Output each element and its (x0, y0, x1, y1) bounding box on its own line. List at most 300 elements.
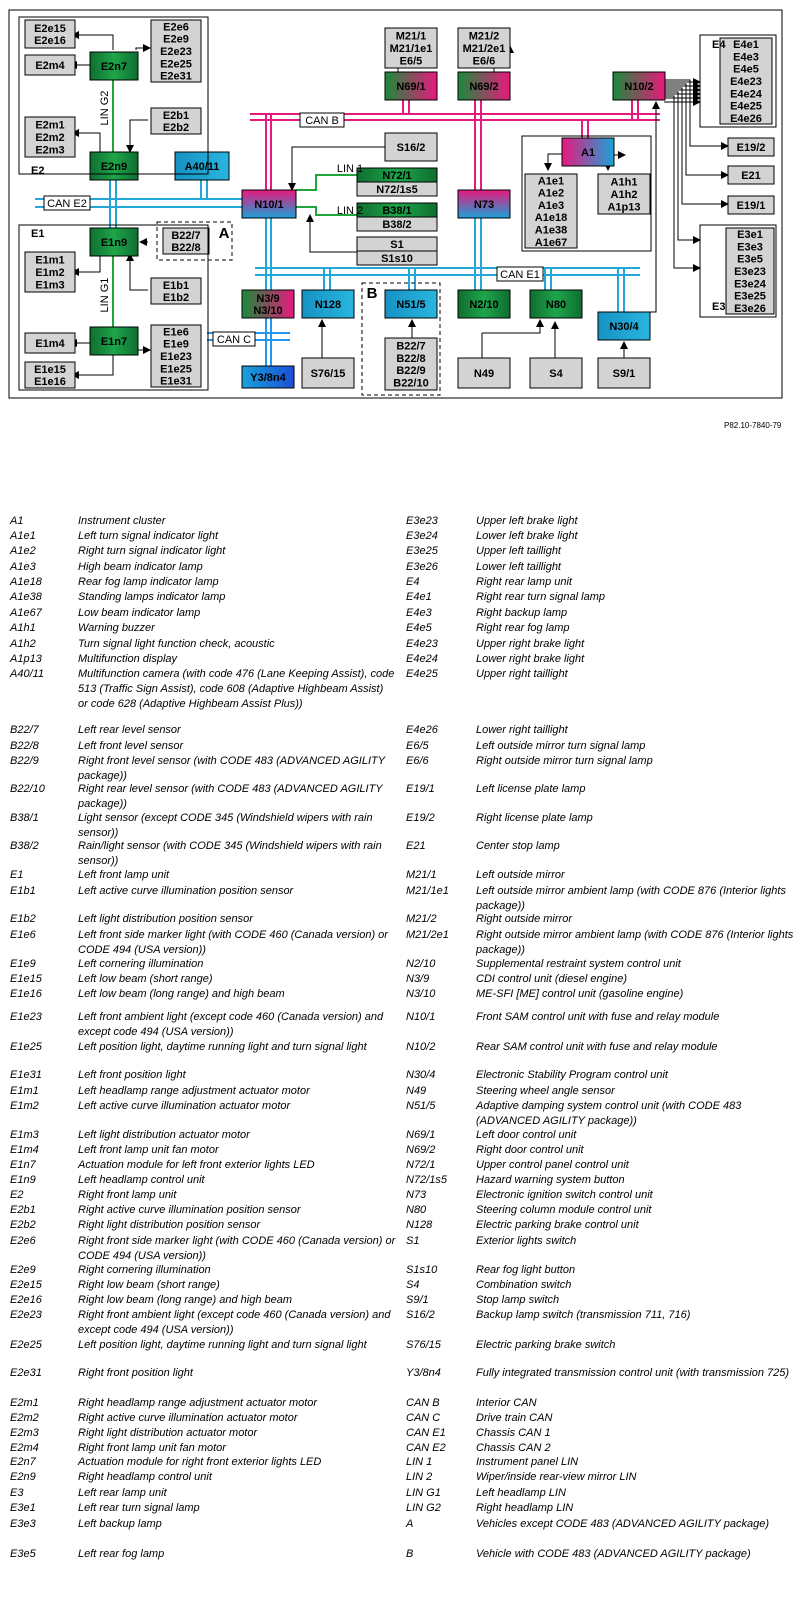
legend-description: Supplemental restraint system control unit (476, 958, 681, 970)
legend-description: Upper left taillight (476, 545, 561, 557)
legend-description: Chassis CAN 2 (476, 1442, 551, 1454)
legend-key: E4e5 (406, 622, 432, 634)
legend-key: E1e25 (10, 1041, 42, 1053)
section-label-e3: E3 (712, 301, 726, 313)
legend-key: E3e23 (406, 515, 438, 527)
component-label: E1m3 (35, 279, 65, 292)
legend-description: Left headlamp LIN (476, 1487, 566, 1499)
legend-key: N80 (406, 1204, 427, 1216)
component-label: N3/10 (253, 305, 283, 318)
legend-key: N10/1 (406, 1011, 436, 1023)
legend-description: Instrument cluster (78, 515, 166, 527)
legend-description: Left front position light (78, 1069, 186, 1081)
component-label: N49 (473, 368, 495, 380)
legend-description: Left headlamp range adjustment actuator motor (78, 1085, 310, 1097)
legend-key: Y3/8n4 (406, 1367, 441, 1379)
legend-key: E4e1 (406, 591, 432, 603)
component-label: E2e25 (160, 58, 192, 71)
legend-key: E1e15 (10, 973, 42, 985)
legend-description: Rain/light sensor (with CODE 345 (Windshield wipers with rain sensor)) (78, 840, 382, 867)
legend-key: N69/1 (406, 1129, 436, 1141)
component-label: E3e25 (734, 290, 766, 303)
legend-key: LIN 2 (406, 1471, 433, 1483)
legend-description: Steering column module control unit (476, 1204, 652, 1216)
legend-key: E1m2 (10, 1100, 39, 1112)
legend-description: Left position light, daytime running light and turn signal light (78, 1041, 367, 1053)
legend-description: Right rear turn signal lamp (476, 591, 606, 603)
component-label: M21/1 (395, 30, 427, 43)
legend-description: Turn signal light function check, acoustic (78, 638, 275, 650)
legend-description: Right door control unit (476, 1144, 584, 1156)
legend-description: Upper left brake light (476, 515, 578, 527)
legend-description: Lower left taillight (476, 561, 561, 573)
legend-description: Electric parking brake control unit (476, 1219, 639, 1231)
legend-description: Left light distribution actuator motor (78, 1129, 250, 1141)
legend-key: A1h1 (10, 622, 36, 634)
legend-description: Light sensor (except CODE 345 (Windshield wipers with rain sensor)) (78, 812, 373, 839)
legend-key: M21/2e1 (406, 929, 449, 941)
legend-key: CAN E1 (406, 1427, 446, 1439)
legend-description: Interior CAN (476, 1397, 537, 1409)
bus-label-lin1: LIN 1 (336, 163, 364, 175)
component-label: A1h1 (610, 176, 638, 189)
legend-key: E1e31 (10, 1069, 42, 1081)
legend-description: Exterior lights switch (476, 1235, 577, 1247)
component-label: S4 (549, 368, 563, 380)
legend-key: E1b2 (10, 913, 36, 925)
bus-label-lin2: LIN 2 (336, 205, 364, 217)
component-label: E1e31 (160, 375, 192, 388)
component-label: E2e31 (160, 70, 192, 83)
legend-key: E2e6 (10, 1235, 36, 1247)
legend-key: E19/1 (406, 783, 435, 795)
legend-description: Fully integrated transmission control unit (with transmission 725) (476, 1367, 790, 1379)
bus-label-can-e1: CAN E1 (500, 269, 540, 281)
legend-key: E4e3 (406, 607, 432, 619)
legend-key: E2m2 (10, 1412, 39, 1424)
legend-key: E4 (406, 576, 420, 588)
legend-key: N69/2 (406, 1144, 436, 1156)
component-label: A1h2 (610, 189, 638, 201)
legend-description: Actuation module for right front exterior lights LED (78, 1456, 322, 1468)
component-label: E2e15 (34, 22, 66, 35)
legend-key: N51/5 (406, 1100, 436, 1112)
component-label: N80 (545, 299, 567, 311)
legend-key: A (406, 1518, 414, 1530)
component-label: E4e26 (730, 112, 762, 125)
legend-key: A1e1 (10, 530, 36, 542)
legend-key: E1n7 (10, 1159, 36, 1171)
legend-key: A1p13 (10, 653, 42, 665)
legend-key: S9/1 (406, 1294, 429, 1306)
legend-description: Multifunction camera (with code 476 (Lane Keeping Assist), code 513 (Traffic Sign Assist), code 608 (Adaptive Highbeam Assist) or code 628 (Adaptive Highbeam Assist Plus)) (78, 668, 395, 710)
bus-label-lin-g2: LIN G2 (99, 90, 111, 126)
legend-key: B38/1 (10, 812, 39, 824)
legend-key: N73 (406, 1189, 427, 1201)
legend-key: E4e26 (406, 724, 438, 736)
legend-key: B38/2 (10, 840, 39, 852)
legend-key: N30/4 (406, 1069, 436, 1081)
legend-description: Right front side marker light (with CODE 460 (Canada version) or CODE 494 (USA version)) (78, 1235, 396, 1262)
component-label: A1e38 (534, 224, 568, 237)
legend-key: E2b1 (10, 1204, 36, 1216)
section-label-e2: E2 (31, 165, 45, 177)
section-label-a: A (218, 225, 230, 242)
legend-description: Right headlamp LIN (476, 1502, 574, 1514)
legend-key: B22/9 (10, 755, 39, 767)
legend-key: E6/6 (406, 755, 429, 767)
bus-label-can-b: CAN B (305, 115, 339, 127)
legend-description: Right rear level sensor (with CODE 483 (ADVANCED AGILITY package)) (78, 783, 383, 810)
legend-description: Wiper/inside rear-view mirror LIN (476, 1471, 637, 1483)
legend-description: Left cornering illumination (78, 958, 204, 970)
legend-description: Left low beam (short range) (78, 973, 213, 985)
legend-key: E3e5 (10, 1548, 36, 1560)
legend-description: Front SAM control unit with fuse and relay module (476, 1011, 720, 1023)
legend-description: Right headlamp control unit (78, 1471, 212, 1483)
legend-key: N72/1 (406, 1159, 436, 1171)
legend-key: N128 (406, 1219, 433, 1231)
legend-key: E1 (10, 869, 24, 881)
legend-description: Left front ambient light (except code 460 (Canada version) and except code 494 (USA version)) (78, 1011, 384, 1038)
section-label-e4: E4 (712, 39, 726, 51)
legend-key: E1n9 (10, 1174, 36, 1186)
component-label: E1b1 (162, 279, 190, 292)
legend-description: Left rear turn signal lamp (78, 1502, 200, 1514)
legend-description: Left active curve illumination position sensor (78, 885, 294, 897)
legend-key: E2n7 (10, 1456, 36, 1468)
component-label: A1e3 (537, 199, 565, 212)
component-label: E2n7 (100, 61, 128, 73)
legend-description: Right front lamp unit (78, 1189, 177, 1201)
legend-description: Upper control panel control unit (476, 1159, 629, 1171)
legend-key: B22/8 (10, 740, 39, 752)
legend-key: E2m1 (10, 1397, 39, 1409)
component-label: N51/5 (396, 299, 426, 311)
component-label: E3e3 (737, 241, 763, 254)
bus-label-can-e2: CAN E2 (47, 198, 87, 210)
legend-description: Left outside mirror ambient lamp (with CODE 876 (Interior lights package)) (476, 885, 786, 912)
legend-description: Vehicles except CODE 483 (ADVANCED AGILITY package) (476, 1518, 770, 1530)
legend-description: Left outside mirror (476, 869, 565, 881)
legend-description: Standing lamps indicator lamp (78, 591, 226, 603)
legend-key: A40/11 (10, 668, 45, 680)
component-label: Y3/8n4 (250, 372, 286, 384)
component-label: E2e6 (163, 21, 189, 34)
legend-key: E4e23 (406, 638, 438, 650)
component-label: A1e2 (537, 187, 565, 200)
legend-key: E1m1 (10, 1085, 39, 1097)
legend-description: Steering wheel angle sensor (476, 1085, 615, 1097)
legend-key: A1e3 (10, 561, 36, 573)
legend-key: M21/2 (406, 913, 437, 925)
legend-key: E1m4 (10, 1144, 39, 1156)
legend-description: Upper right taillight (476, 668, 568, 680)
component-label: N3/9 (256, 292, 280, 305)
component-label: E3e1 (737, 229, 763, 242)
component-label: S76/15 (310, 368, 346, 380)
component-label: E2b2 (162, 122, 190, 135)
legend-description: Backup lamp switch (transmission 711, 716) (476, 1309, 691, 1321)
legend-key: E1e9 (10, 958, 36, 970)
legend-key: E2n9 (10, 1471, 36, 1483)
figure-reference: P82.10-7840-79 (724, 421, 782, 430)
component-label: A1e67 (534, 236, 568, 249)
component-label: E1e9 (163, 338, 189, 351)
component-label: B22/8 (171, 242, 201, 255)
component-label: E2e9 (163, 33, 189, 46)
component-label: E6/5 (399, 55, 423, 68)
component-label: E1e16 (34, 376, 66, 389)
legend-key: A1h2 (10, 638, 36, 650)
legend-key: S1s10 (406, 1264, 438, 1276)
legend-description: Right low beam (short range) (78, 1279, 220, 1291)
component-label: E1m1 (35, 254, 65, 267)
legend-description: Left rear lamp unit (78, 1487, 167, 1499)
component-label: N73 (473, 199, 495, 211)
legend-description: Left backup lamp (78, 1518, 162, 1530)
legend-description: Left door control unit (476, 1129, 577, 1141)
component-label: E1n7 (100, 336, 128, 348)
legend-key: N72/1s5 (406, 1174, 447, 1186)
legend-description: Left front lamp unit (78, 869, 170, 881)
legend-key: E3e3 (10, 1518, 36, 1530)
legend-key: S4 (406, 1279, 420, 1291)
legend-key: E3e25 (406, 545, 438, 557)
legend-key: B (406, 1548, 414, 1560)
section-label-e1: E1 (31, 228, 45, 240)
legend-description: Left license plate lamp (476, 783, 586, 795)
legend-description: Rear fog light button (476, 1264, 576, 1276)
bus-label-can-c: CAN C (216, 334, 252, 346)
component-label: B22/7 (171, 229, 201, 242)
component-label: E1e6 (163, 326, 189, 339)
legend-key: E3 (10, 1487, 24, 1499)
component-label: E2m3 (35, 144, 65, 157)
legend-description: Rear fog lamp indicator lamp (78, 576, 219, 588)
component-label: E3e5 (737, 253, 763, 266)
legend-key: E4e24 (406, 653, 438, 665)
legend-description: Right cornering illumination (78, 1264, 211, 1276)
legend-description: Right license plate lamp (476, 812, 593, 824)
legend-key: A1e38 (10, 591, 42, 603)
component-label: A1e1 (537, 175, 565, 188)
component-label: S1 (390, 239, 404, 251)
component-label: A1p13 (607, 201, 641, 214)
legend-description: Left low beam (long range) and high beam (78, 988, 285, 1000)
component-label: E2b1 (162, 109, 190, 122)
legend-key: S76/15 (406, 1339, 441, 1351)
legend-description: Right front position light (78, 1367, 193, 1379)
legend-description: Right backup lamp (476, 607, 568, 619)
legend-key: E2e25 (10, 1339, 42, 1351)
legend-description: Right rear lamp unit (476, 576, 572, 588)
component-label: E2m2 (35, 132, 65, 144)
component-label: N2/10 (469, 299, 499, 311)
component-label: E3e24 (734, 278, 766, 291)
legend-description: Vehicle with CODE 483 (ADVANCED AGILITY package) (476, 1548, 751, 1560)
component-label: N72/1s5 (376, 184, 418, 196)
legend-description: Left front side marker light (with CODE 460 (Canada version) or CODE 494 (USA version)) (78, 929, 388, 956)
legend-key: E4e25 (406, 668, 438, 680)
component-label: E19/1 (736, 200, 766, 212)
legend-key: E1m3 (10, 1129, 39, 1141)
legend-description: Left headlamp control unit (78, 1174, 205, 1186)
component-label: E3e26 (734, 302, 766, 315)
component-label: S16/2 (396, 142, 426, 154)
legend-key: CAN C (406, 1412, 441, 1424)
component-label: E4e24 (730, 88, 762, 101)
legend-description: Left turn signal indicator light (78, 530, 219, 542)
bus-label-lin-g1: LIN G1 (99, 277, 111, 313)
legend-description: Right active curve illumination actuator motor (78, 1412, 298, 1424)
legend-key: E2 (10, 1189, 24, 1201)
legend-description: Center stop lamp (476, 840, 560, 852)
legend-description: Right rear fog lamp (476, 622, 570, 634)
legend-key: E1e23 (10, 1011, 42, 1023)
legend-key: N3/10 (406, 988, 436, 1000)
component-label: E19/2 (736, 142, 766, 154)
legend-description: Adaptive damping system control unit (with CODE 483 (ADVANCED AGILITY package)) (476, 1100, 742, 1127)
component-label: E2n9 (100, 161, 128, 173)
legend-key: CAN E2 (406, 1442, 446, 1454)
component-label: E1n9 (100, 237, 128, 249)
legend-key: E2e9 (10, 1264, 36, 1276)
component-label: N72/1 (382, 170, 412, 182)
legend-key: E3e24 (406, 530, 438, 542)
legend-key: M21/1 (406, 869, 437, 881)
legend-key: A1e67 (10, 607, 42, 619)
legend-key: LIN 1 (406, 1456, 433, 1468)
legend-description: Left outside mirror turn signal lamp (476, 740, 646, 752)
legend-description: Drive train CAN (476, 1412, 553, 1424)
component-label: B38/1 (382, 205, 412, 217)
legend-key: CAN B (406, 1397, 440, 1409)
legend-description: Instrument panel LIN (476, 1456, 579, 1468)
component-label: E4e25 (730, 100, 762, 113)
legend-key: N10/2 (406, 1041, 436, 1053)
legend-description: Right front ambient light (except code 460 (Canada version) and except code 494 (USA version)) (78, 1309, 391, 1336)
legend-key: A1e18 (10, 576, 42, 588)
component-label: M21/2 (468, 30, 500, 43)
legend-description: CDI control unit (diesel engine) (476, 973, 628, 985)
legend-description: Lower right taillight (476, 724, 568, 736)
legend-description: Right turn signal indicator light (78, 545, 226, 557)
legend-description: Left light distribution position sensor (78, 913, 253, 925)
legend-description: Warning buzzer (78, 622, 155, 634)
legend-description: Multifunction display (78, 653, 178, 665)
legend-description: Low beam indicator lamp (78, 607, 201, 619)
legend-description: Chassis CAN 1 (476, 1427, 551, 1439)
legend-description: Hazard warning system button (476, 1174, 625, 1186)
legend-key: E3e1 (10, 1502, 36, 1514)
component-label: E2m1 (35, 119, 65, 132)
legend-description: Upper right brake light (476, 638, 585, 650)
legend-key: LIN G2 (406, 1502, 441, 1514)
component-label: B22/10 (393, 377, 429, 390)
component-label: S9/1 (612, 368, 636, 380)
legend-key: E1e16 (10, 988, 42, 1000)
legend-description: Electric parking brake switch (476, 1339, 616, 1351)
component-label: A1e18 (534, 212, 568, 225)
legend-description: Rear SAM control unit with fuse and relay module (476, 1041, 718, 1053)
legend-description: Right active curve illumination position sensor (78, 1204, 301, 1216)
component-label: E2e16 (34, 35, 66, 48)
component-label: E1e15 (34, 363, 66, 376)
legend-description: Left front level sensor (78, 740, 184, 752)
legend-description: High beam indicator lamp (78, 561, 203, 573)
legend-description: Stop lamp switch (476, 1294, 560, 1306)
legend-description: Right front level sensor (with CODE 483 (ADVANCED AGILITY package)) (78, 755, 385, 782)
legend-description: Combination switch (476, 1279, 572, 1291)
component-label: E1m4 (35, 338, 65, 350)
component-label: E3e23 (734, 266, 766, 278)
component-label: E4e1 (733, 39, 759, 52)
legend-description: Right low beam (long range) and high beam (78, 1294, 293, 1306)
legend-description: Left rear fog lamp (78, 1548, 165, 1560)
component-label: E1m2 (35, 267, 65, 279)
legend-key: B22/10 (10, 783, 45, 795)
legend-key: A1e2 (10, 545, 36, 557)
component-label: E4e5 (733, 63, 759, 76)
section-label-b: B (366, 285, 378, 302)
legend-description: Right headlamp range adjustment actuator motor (78, 1397, 318, 1409)
legend-description: Left rear level sensor (78, 724, 181, 736)
component-label: N69/1 (396, 81, 426, 93)
legend-key: S1 (406, 1235, 420, 1247)
legend-description: Lower right brake light (476, 653, 585, 665)
component-label: A40/11 (184, 161, 220, 173)
legend-description: Left active curve illumination actuator motor (78, 1100, 291, 1112)
legend-description: ME-SFI [ME] control unit (gasoline engine) (476, 988, 684, 1000)
component-label: E4e23 (730, 76, 762, 88)
legend-key: E2e16 (10, 1294, 42, 1306)
component-label: N10/2 (624, 81, 654, 93)
legend-description: Electronic Stability Program control unit (476, 1069, 668, 1081)
legend-key: E19/2 (406, 812, 435, 824)
legend-description: Right outside mirror ambient lamp (with CODE 876 (Interior lights package)) (476, 929, 794, 956)
legend-key: E6/5 (406, 740, 429, 752)
component-label: N10/1 (254, 199, 284, 211)
legend-description: Left front lamp unit fan motor (78, 1144, 219, 1156)
legend-description: Actuation module for left front exterior lights LED (78, 1159, 315, 1171)
component-label: E2e23 (160, 46, 192, 58)
component-label: B22/8 (396, 352, 426, 365)
legend-key: E2b2 (10, 1219, 36, 1231)
component-label: B38/2 (382, 219, 412, 231)
legend-description: Right light distribution actuator motor (78, 1427, 258, 1439)
legend-key: N3/9 (406, 973, 430, 985)
component-label: N69/2 (469, 81, 499, 93)
component-label: B22/9 (396, 365, 426, 378)
legend-key: N49 (406, 1085, 427, 1097)
legend-key: E2e15 (10, 1279, 42, 1291)
component-label: E1e23 (160, 351, 192, 363)
legend-key: E21 (406, 840, 426, 852)
component-label: E4e3 (733, 51, 759, 64)
legend-description: Electronic ignition switch control unit (476, 1189, 653, 1201)
component-label: E1b2 (162, 292, 190, 305)
component-label: N30/4 (609, 321, 639, 333)
legend-description: Right light distribution position sensor (78, 1219, 261, 1231)
legend-key: E2m3 (10, 1427, 39, 1439)
legend-key: E2e23 (10, 1309, 42, 1321)
legend-key: S16/2 (406, 1309, 435, 1321)
component-label: S1s10 (381, 253, 413, 265)
component-label: B22/7 (396, 340, 426, 353)
legend-key: LIN G1 (406, 1487, 441, 1499)
legend-key: E2m4 (10, 1442, 39, 1454)
